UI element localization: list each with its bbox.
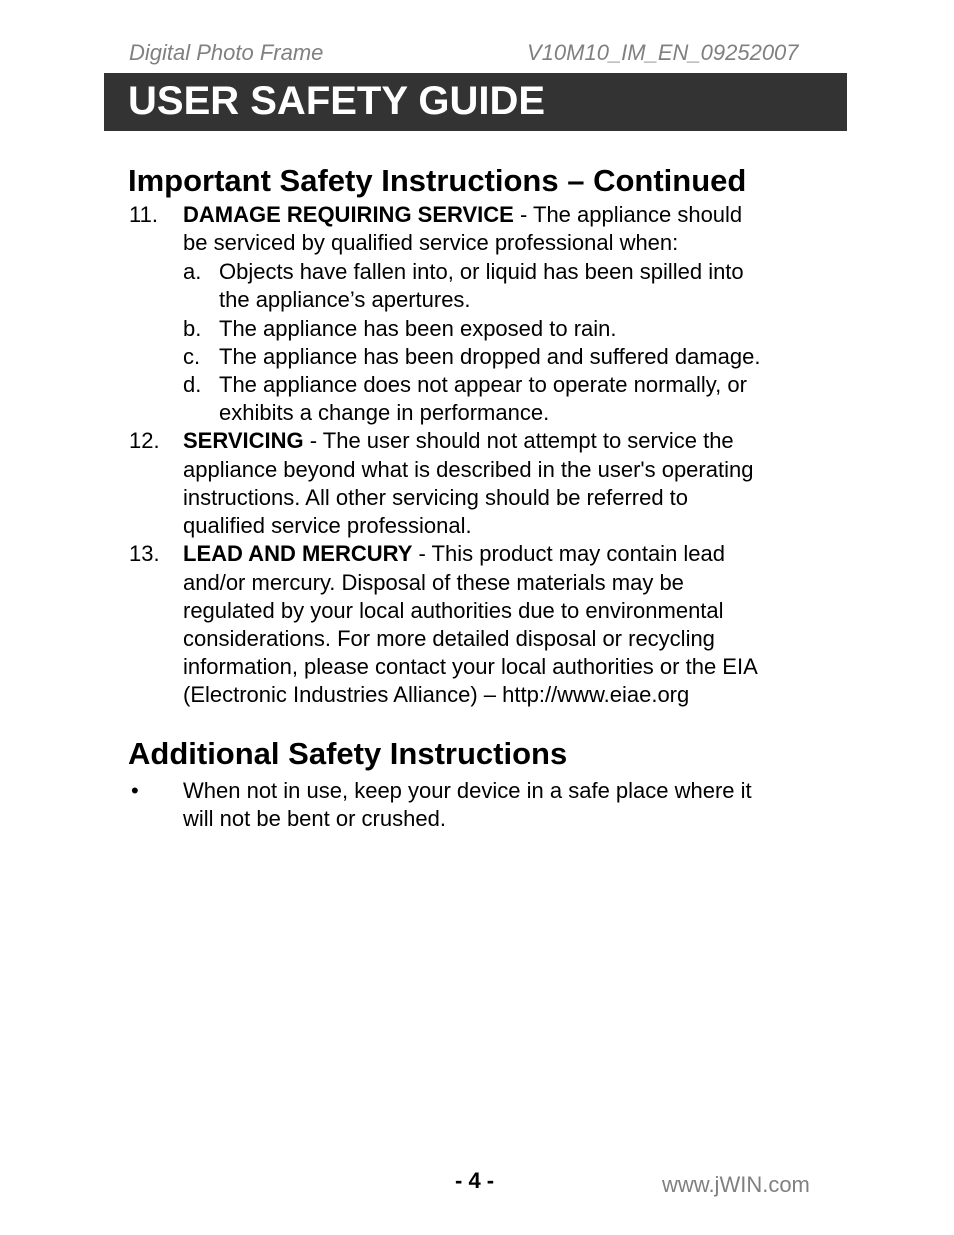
subitem-text-line: The appliance has been dropped and suffered damage. (219, 344, 761, 369)
item-number: 11. (129, 202, 158, 227)
item-text-line: information, please contact your local authorities or the EIA (183, 654, 758, 679)
website-url: www.jWIN.com (662, 1172, 810, 1197)
subitem-text-line: The appliance does not appear to operate normally, or (219, 372, 747, 397)
item-text-line: appliance beyond what is described in the user's operating (183, 457, 754, 482)
subitem-letter: a. (183, 259, 202, 284)
subitem-text-line: Objects have fallen into, or liquid has been spilled into (219, 259, 744, 284)
item-number: 12. (129, 428, 160, 453)
item-number: 13. (129, 541, 160, 566)
item-title: LEAD AND MERCURY (183, 541, 413, 566)
bullet-text-line: will not be bent or crushed. (183, 806, 446, 831)
item-first-line (183, 540, 725, 568)
subitem-text-line: the appliance’s apertures. (219, 287, 471, 312)
subitem-text-line: The appliance has been exposed to rain. (219, 316, 617, 341)
section-heading-additional: Additional Safety Instructions (128, 736, 568, 771)
item-text: - The user should not attempt to service the (303, 428, 734, 453)
subitem-letter: d. (183, 372, 202, 397)
subitem-letter: b. (183, 316, 202, 341)
bullet-text-line: When not in use, keep your device in a safe place where it (183, 778, 752, 803)
item-text-line: be serviced by qualified service professional when: (183, 230, 679, 255)
item-text: - The appliance should (513, 202, 743, 227)
subitem-letter: c. (183, 344, 201, 369)
item-text-line: regulated by your local authorities due to environmental (183, 598, 724, 623)
item-title: DAMAGE REQUIRING SERVICE (183, 202, 514, 227)
item-text-line: and/or mercury. Disposal of these materials may be (183, 570, 684, 595)
item-text-line: (Electronic Industries Alliance) – http://www.eiae.org (183, 682, 690, 707)
title-banner (104, 73, 847, 131)
header-document-code: V10M10_IM_EN_09252007 (527, 40, 799, 65)
subitem-text-line: exhibits a change in performance. (219, 400, 550, 425)
page-title: USER SAFETY GUIDE (128, 79, 546, 123)
item-title: SERVICING (183, 428, 304, 453)
header-product-name: Digital Photo Frame (129, 40, 324, 65)
page-number: - 4 - (455, 1168, 495, 1193)
item-text-line: considerations. For more detailed disposal or recycling (183, 626, 715, 651)
bullet-icon: • (131, 778, 139, 803)
item-first-line (183, 201, 742, 229)
item-first-line (183, 427, 734, 455)
item-text-line: instructions. All other servicing should be referred to (183, 485, 689, 510)
section-heading-important: Important Safety Instructions – Continued (128, 163, 747, 198)
item-text: - This product may contain lead (412, 541, 726, 566)
item-text-line: qualified service professional. (183, 513, 472, 538)
